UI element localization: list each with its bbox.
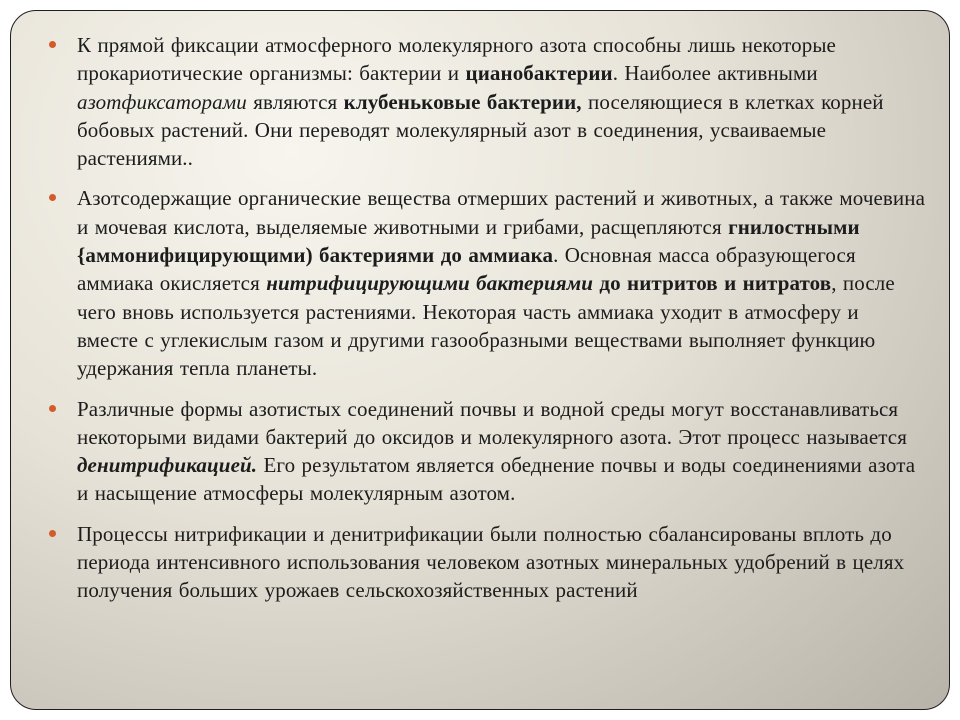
bullet-icon: [49, 41, 56, 48]
bullet-text: [77, 395, 925, 508]
text-run: , после чего вновь используется растениями. Некоторая часть аммиака уходит в атмосферу и вместе с углекислым газом и другими газообразными веществами выполняет функцию удержания тепла планеты.: [77, 271, 895, 381]
text-run-bold-italic: нитрифицирующими бактериями: [266, 271, 593, 296]
text-run: . Наиболее активными: [612, 61, 818, 86]
text-run: являются: [246, 89, 344, 114]
text-run: Различные формы азотистых соединений почвы и водной среды могут восстанавливаться некоторыми видами бактерий до оксидов и молекулярного азота. Этот процесс называется: [77, 396, 907, 449]
text-run-italic: азотфиксаторами: [77, 89, 247, 114]
text-run: Азотсодержащие органические вещества отмерших растений и животных, а также мочевина и мочевая кислота, выделяемые животными и грибами, расщепляются: [77, 186, 926, 239]
bullet-icon: [49, 194, 56, 201]
bullet-icon: [49, 405, 56, 412]
text-run-bold-italic: денитрификацией.: [77, 453, 258, 478]
text-run: . Основная масса образующегося аммиака окисляется: [77, 243, 856, 296]
bullet-item-denitrification: [35, 395, 925, 508]
text-run-bold: до нитритов и нитратов: [599, 271, 832, 296]
text-run: К прямой фиксации атмосферного молекулярного азота способны лишь некоторые прокариотические организмы: бактерии и: [77, 33, 836, 86]
bullet-list: [35, 31, 925, 617]
bullet-icon: [49, 530, 56, 537]
bullet-text: [77, 31, 925, 172]
text-run: Его результатом является обеднение почвы и воды соединениями азота и насыщение атмосферы молекулярным азотом.: [77, 453, 916, 506]
text-run-bold: клубеньковые бактерии,: [343, 89, 582, 114]
bullet-text: [77, 184, 925, 382]
bullet-text: [77, 520, 925, 605]
bullet-item-ammonification: [35, 184, 925, 382]
text-run-bold: гнилостными {аммонифицирующими) бактериями до аммиака: [77, 214, 860, 268]
text-run-bold: цианобактерии: [465, 61, 613, 86]
text-run: Процессы нитрификации и денитрификации были полностью сбалансированы вплоть до периода интенсивного использования человеком азотных минеральных удобрений в целях получения больших урожаев сельскохозяйственных растений: [77, 521, 905, 603]
bullet-item-nitrogen-fixation: [35, 31, 925, 172]
slide-frame: [10, 10, 950, 710]
bullet-item-balance: [35, 520, 925, 605]
text-run: поселяющиеся в клетках корней бобовых растений. Они переводят молекулярный азот в соединения, усваиваемые растениями..: [77, 89, 884, 171]
